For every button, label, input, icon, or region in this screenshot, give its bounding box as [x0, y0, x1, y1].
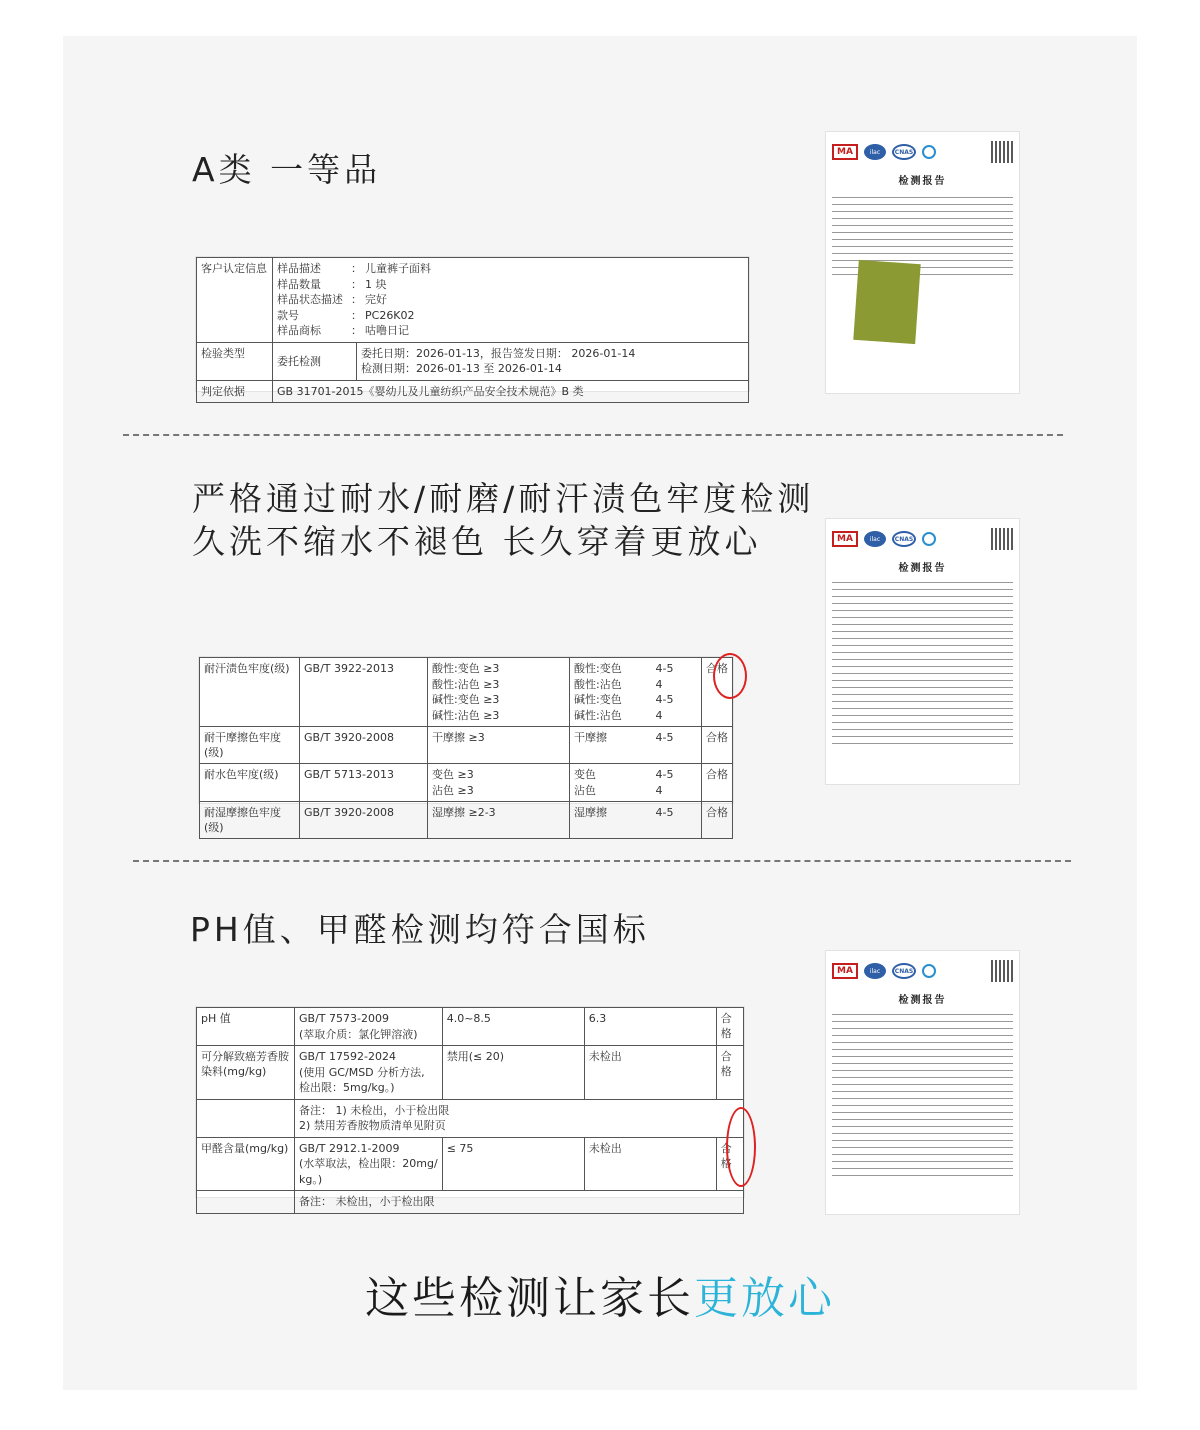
- report-title: 检测报告: [898, 176, 947, 187]
- qr-code-icon: [991, 528, 1013, 550]
- closing-accent-text: 更放心: [694, 1273, 835, 1324]
- table-row: 备注： 未检出，小于检出限: [197, 1191, 744, 1214]
- sample-info-table: [196, 257, 749, 403]
- table-row: 耐汗渍色牢度(级) GB/T 3922-2013 酸性:变色 ≥3 酸性:沾色 ≥3 碱性:变色 ≥3 碱性:沾色 ≥3 酸性:变色 酸性:沾色 碱性:变色 碱性:沾色 4-5 4 4-5 4 合格: [200, 658, 733, 727]
- fabric-sample-photo: [853, 260, 920, 344]
- report-text-lines: [832, 577, 1013, 745]
- section1-report-thumbnail: [825, 131, 1020, 394]
- table-row: 甲醛含量(mg/kg) GB/T 2912.1-2009 (水萃取法，检出限：20mg/ kg。) ≤ 75 未检出 合格: [197, 1137, 744, 1191]
- cma-logo-icon: MA: [832, 531, 858, 547]
- cma-logo-icon: MA: [832, 963, 858, 979]
- report-logos: [826, 951, 1019, 991]
- section2-heading-line2: 久洗不缩水不褪色 长久穿着更放心: [192, 522, 762, 561]
- closing-statement: [0, 1262, 1200, 1326]
- red-stamp-icon: [726, 1107, 756, 1187]
- red-stamp-icon: [713, 653, 747, 699]
- table-row: 耐水色牢度(级) GB/T 5713-2013 变色 ≥3 沾色 ≥3 变色 沾色 4-5 4 合格: [200, 764, 733, 802]
- report-logos: [826, 519, 1019, 559]
- table-row: 耐干摩擦色牢度(级) GB/T 3920-2008 干摩擦 ≥3 干摩擦 4-5 合格: [200, 727, 733, 764]
- report-text-lines: [832, 1009, 1013, 1177]
- cnas-logo-icon: CNAS: [892, 531, 916, 547]
- section3-heading: PH值、甲醛检测均符合国标: [190, 910, 650, 949]
- cnas-logo-icon: CNAS: [892, 144, 916, 160]
- section2-report-thumbnail: [825, 518, 1020, 785]
- report-title: 检测报告: [898, 995, 947, 1006]
- cma-logo-icon: MA: [832, 144, 858, 160]
- table-row: 备注： 1) 未检出，小于检出限 2) 禁用芳香胺物质清单见附页: [197, 1099, 744, 1137]
- section2-report-crop: [198, 656, 734, 834]
- seal-logo-icon: [922, 145, 936, 159]
- seal-logo-icon: [922, 532, 936, 546]
- ilac-logo-icon: ilac: [864, 531, 886, 547]
- color-fastness-table: [199, 657, 733, 839]
- ph-formaldehyde-table: [196, 1007, 744, 1214]
- table-row: pH 值 GB/T 7573-2009 (萃取介质：氯化钾溶液) 4.0~8.5 6.3 合格: [197, 1008, 744, 1046]
- report-logos: [826, 132, 1019, 172]
- ilac-logo-icon: ilac: [864, 144, 886, 160]
- table-row: 判定依据 GB 31701-2015《婴幼儿及儿童纺织产品安全技术规范》B 类: [197, 380, 749, 402]
- closing-text: 这些检测让家长: [365, 1273, 694, 1324]
- section1-report-crop: [195, 256, 750, 398]
- table-row: 耐湿摩擦色牢度(级) GB/T 3920-2008 湿摩擦 ≥2-3 湿摩擦 4-5 合格: [200, 802, 733, 839]
- report-title: 检测报告: [898, 563, 947, 574]
- qr-code-icon: [991, 960, 1013, 982]
- section3-report-thumbnail: [825, 950, 1020, 1215]
- table-row: 检验类型 委托检测 委托日期：2026-01-13，报告签发日期： 2026-01-14 检测日期：2026-01-13 至 2026-01-14: [197, 342, 749, 380]
- qr-code-icon: [991, 141, 1013, 163]
- table-row: 可分解致癌芳香胺染料(mg/kg) GB/T 17592-2024 (使用 GC/MSD 分析方法, 检出限：5mg/kg。) 禁用(≤ 20) 未检出 合格: [197, 1046, 744, 1100]
- seal-logo-icon: [922, 964, 936, 978]
- section2-heading-line1: 严格通过耐水/耐磨/耐汗渍色牢度检测: [192, 479, 815, 518]
- divider: [123, 434, 1063, 436]
- ilac-logo-icon: ilac: [864, 963, 886, 979]
- section1-heading: A类 一等品: [192, 150, 382, 189]
- section3-report-crop: [195, 1006, 745, 1208]
- table-row: 客户认定信息 样品描述 ： 儿童裤子面料 样品数量 ： 1 块 样品状态描述 ： 完好 款号 ： PC26K02 样品商标 ： 咕噜日记: [197, 258, 749, 343]
- divider: [133, 860, 1071, 862]
- cnas-logo-icon: CNAS: [892, 963, 916, 979]
